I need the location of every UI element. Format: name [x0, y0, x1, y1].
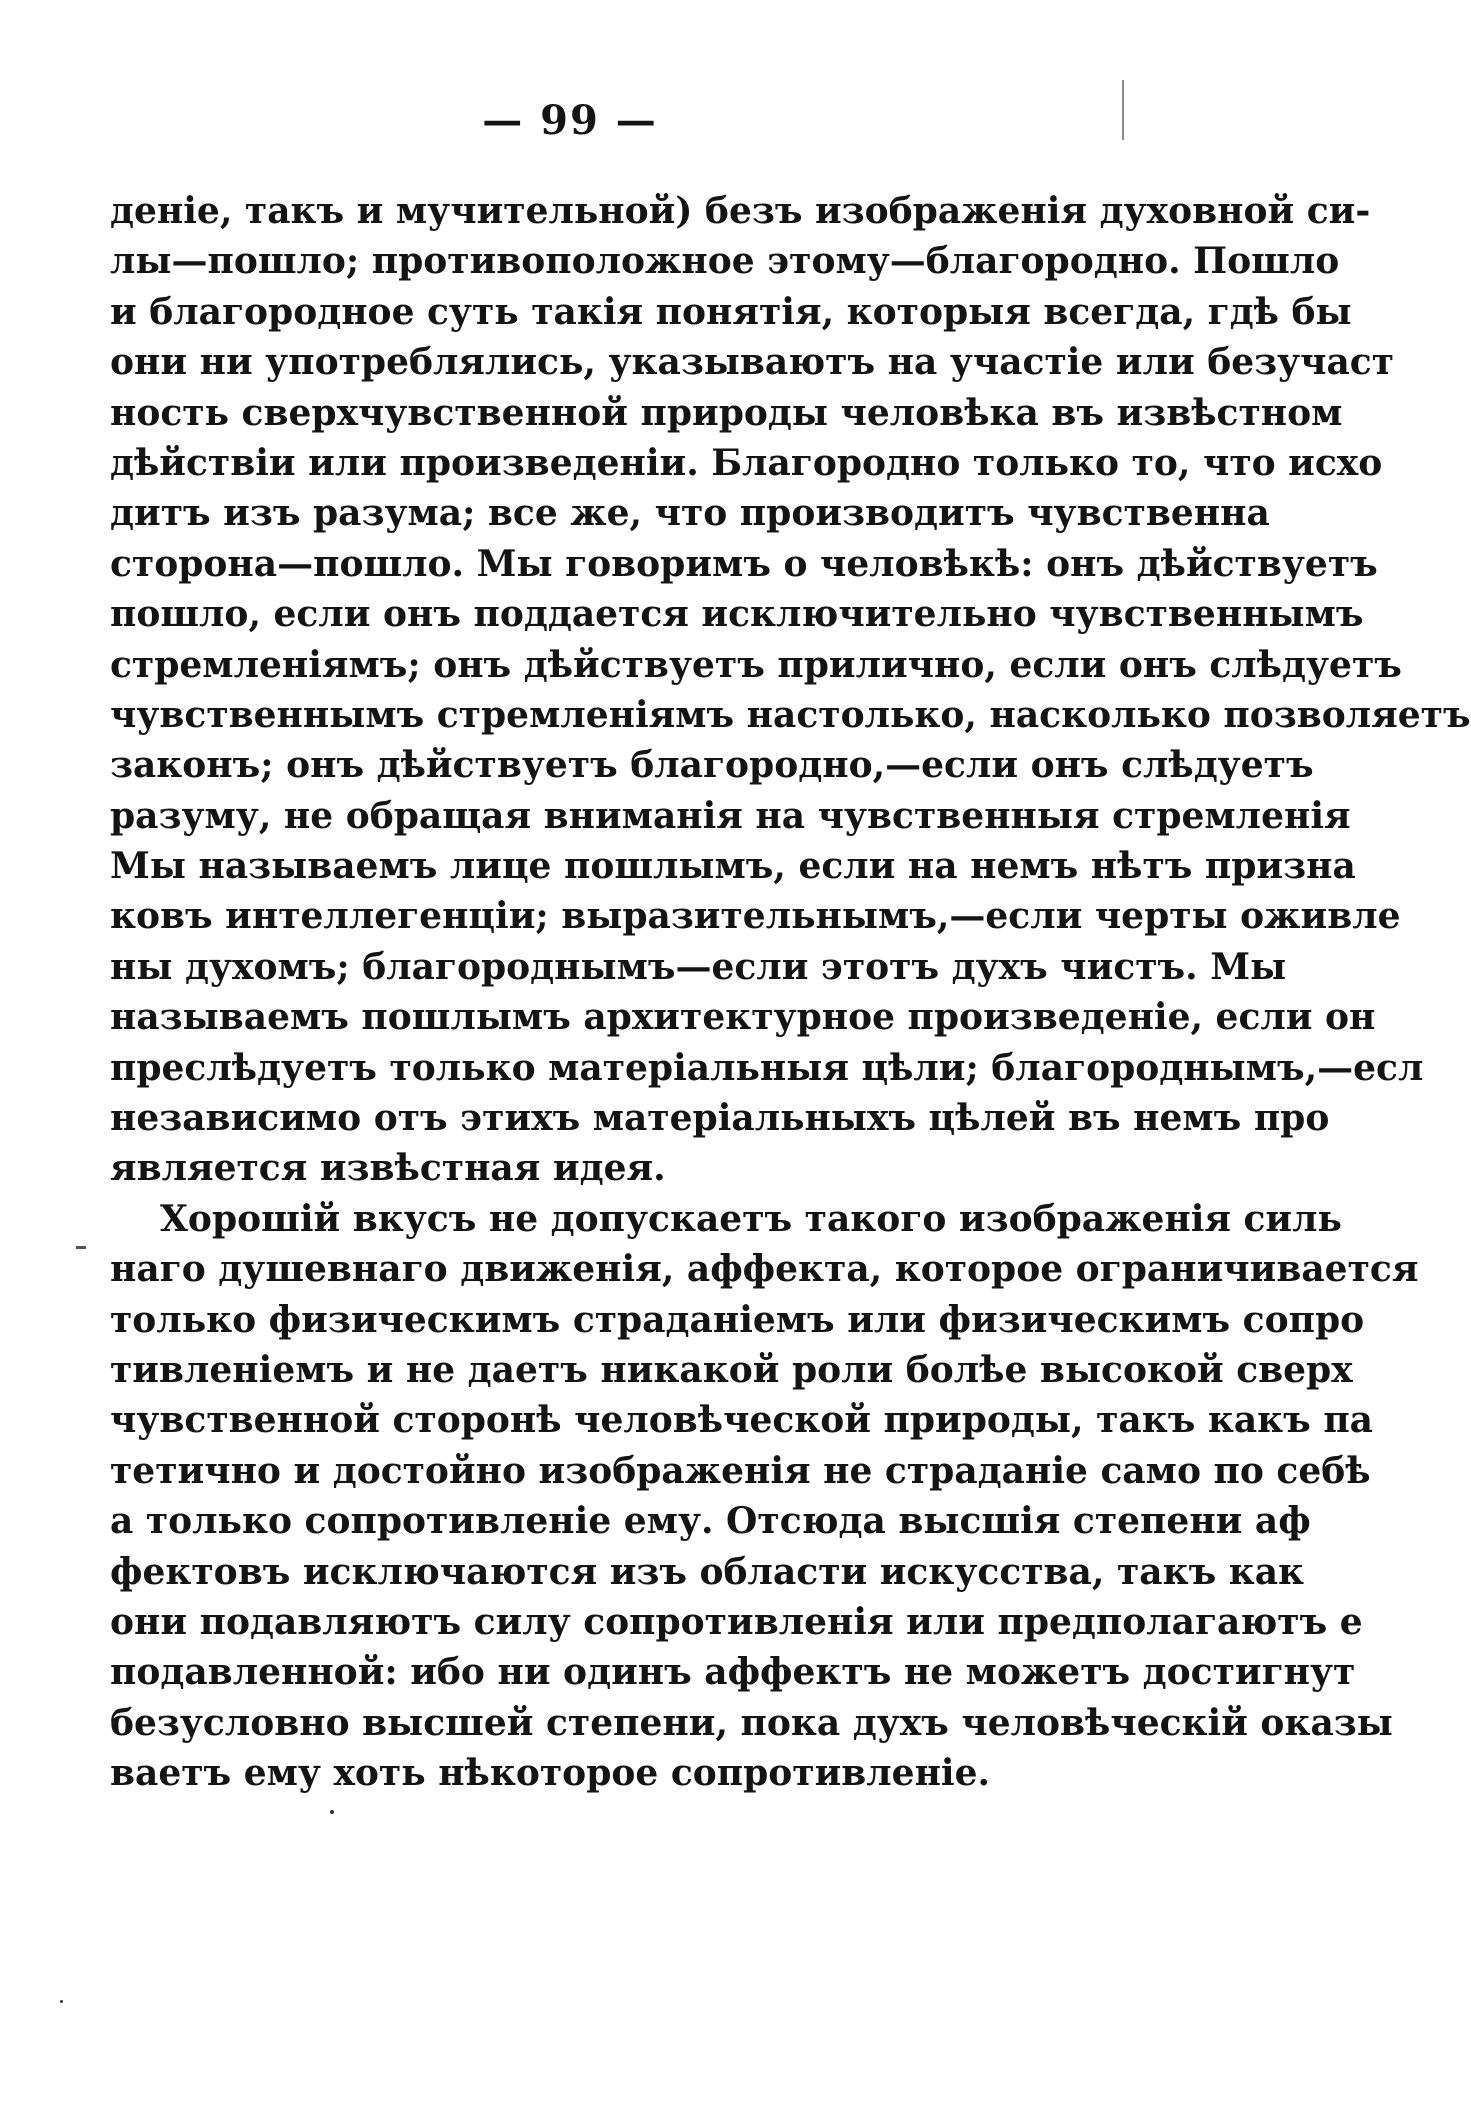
text-line: независимо отъ этихъ матеріальныхъ цѣлей въ немъ про	[110, 1097, 1330, 1140]
scan-speck	[60, 2000, 63, 2003]
body-text	[110, 186, 1471, 1799]
text-line: называемъ пошлымъ архитектурное произведеніе, если он	[110, 996, 1376, 1039]
text-line: чувственной сторонѣ человѣческой природы, такъ какъ па	[110, 1399, 1373, 1442]
text-line: деніе, такъ и мучительной) безъ изображенія духовной си-	[110, 190, 1371, 232]
text-line: дитъ изъ разума; все же, что производитъ чувственна	[110, 492, 1270, 535]
scan-speck	[330, 1810, 334, 1814]
text-line: преслѣдуетъ только матеріальныя цѣли; благороднымъ,—есл	[110, 1046, 1424, 1089]
text-line: стремленіямъ; онъ дѣйствуетъ прилично, если онъ слѣдуетъ	[110, 643, 1402, 686]
text-line: тетично и достойно изображенія не страданіе само по себѣ	[110, 1449, 1371, 1492]
text-line: тивленіемъ и не даетъ никакой роли болѣе высокой сверх	[110, 1348, 1353, 1391]
margin-mark	[76, 1246, 86, 1249]
text-line: Мы называемъ лице пошлымъ, если на немъ нѣтъ призна	[110, 845, 1356, 888]
text-line: пошло, если онъ поддается исключительно чувственнымъ	[110, 593, 1364, 636]
text-line: дѣйствіи или произведеніи. Благородно только то, что исхо	[110, 441, 1383, 484]
text-line: чувственнымъ стремленіямъ настолько, насколько позволяетъ	[110, 693, 1471, 736]
text-line: фектовъ исключаются изъ области искусства, такъ как	[110, 1550, 1305, 1593]
page-number: — 99 —	[482, 97, 658, 144]
text-line: законъ; онъ дѣйствуетъ благородно,—если онъ слѣдуетъ	[110, 744, 1314, 787]
text-line: ны духомъ; благороднымъ—если этотъ духъ чистъ. Мы	[110, 945, 1287, 988]
text-line: они ни употреблялись, указываютъ на участіе или безучаст	[110, 341, 1395, 384]
text-line: является извѣстная идея.	[110, 1147, 666, 1190]
text-line: разуму, не обращая вниманія на чувственныя стремленія	[110, 794, 1351, 837]
text-line: сторона—пошло. Мы говоримъ о человѣкѣ: онъ дѣйствуетъ	[110, 542, 1378, 585]
text-line: ность сверхчувственной природы человѣка въ извѣстном	[110, 391, 1343, 434]
text-line: лы—пошло; противоположное этому—благородно. Пошло	[110, 240, 1340, 283]
text-line: ковъ интеллегенціи; выразительнымъ,—если черты оживле	[110, 895, 1401, 938]
text-line: только физическимъ страданіемъ или физическимъ сопро	[110, 1298, 1365, 1341]
text-line: подавленной: ибо ни одинъ аффектъ не можетъ достигнут	[110, 1651, 1356, 1694]
paragraph-first-line: Хорошій вкусъ не допускаетъ такого изображенія силь	[160, 1197, 1342, 1240]
text-line: безусловно высшей степени, пока духъ человѣческій оказы	[110, 1701, 1393, 1744]
text-line: ваетъ ему хоть нѣкоторое сопротивленіе.	[110, 1752, 991, 1795]
text-line: а только сопротивленіе ему. Отсюда высшія степени аф	[110, 1500, 1311, 1543]
text-line: они подавляютъ силу сопротивленія или предполагаютъ е	[110, 1600, 1363, 1643]
text-line: и благородное суть такія понятія, которыя всегда, гдѣ бы	[110, 290, 1352, 333]
text-line: наго душевнаго движенія, аффекта, которое ограничивается	[110, 1248, 1419, 1291]
